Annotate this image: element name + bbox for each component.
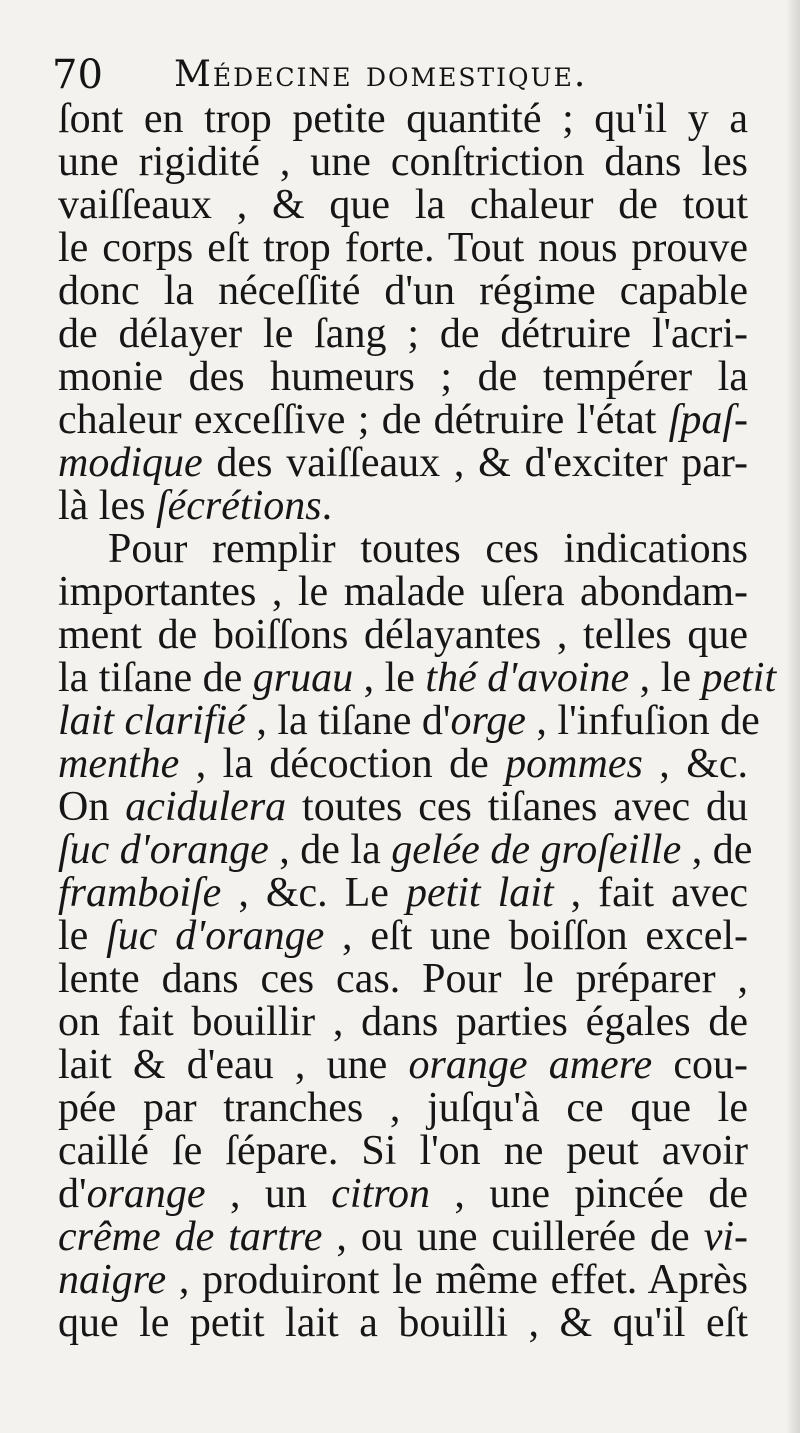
text-segment: donc la néceſſité d'un régime capable [58,268,748,314]
text-segment: , le [353,655,426,701]
text-segment: . [321,483,333,529]
text-segment: , la tiſane d' [245,698,451,744]
italic-text-segment: ſécrétions [155,483,322,529]
italic-text-segment: ſpaſ- [668,397,748,443]
text-segment: lait & d'eau , une [58,1042,409,1088]
italic-text-segment: naigre [58,1257,167,1303]
italic-text-segment: framboiſe [58,870,222,916]
italic-text-segment: thé d'avoine [425,655,630,701]
text-line [58,313,748,356]
text-segment: une rigidité , une conſtriction dans les [58,139,748,185]
text-segment: , une pincée de [430,1171,748,1217]
text-segment: là les [58,483,156,529]
text-line [58,270,748,313]
text-segment: cou- [652,1042,748,1088]
italic-text-segment: orange amere [408,1042,653,1088]
text-segment: , l'infuſion de [525,698,760,744]
text-segment: lente dans ces cas. Pour le préparer , [58,956,748,1002]
italic-text-segment: modique [58,440,203,486]
text-line [58,98,748,141]
italic-text-segment: crême de tartre [58,1214,323,1260]
page-number: 70 [52,52,103,98]
text-line [58,1087,748,1130]
text-line [58,485,748,528]
text-line [58,614,748,657]
text-segment: , fait avec [553,870,749,916]
text-segment: des vaiſſeaux , & d'exciter par- [202,440,748,486]
text-segment: le [58,913,107,959]
text-segment: pée par tranches , juſqu'à ce que le [58,1085,748,1131]
text-segment: , &c. Le [221,870,406,916]
text-line [58,1259,748,1302]
italic-text-segment: citron [331,1171,431,1217]
text-line [58,528,748,571]
text-segment: , ou une cuillerée de [322,1214,704,1260]
text-line [58,655,777,701]
italic-text-segment: gelée de groſeille [391,827,682,873]
italic-text-segment: acidulera [125,784,287,830]
text-line [58,958,748,1001]
text-segment: Pour remplir toutes ces indications [108,526,748,572]
text-line [58,1302,748,1345]
running-head: Médecine domestique. [174,54,588,95]
text-segment: caillé ſe ſépare. Si l'on ne peut avoir [58,1128,748,1174]
text-line [58,227,748,270]
text-segment: , la décoction de [179,741,506,787]
italic-text-segment: petit lait [405,870,554,916]
text-line [58,872,748,915]
italic-text-segment: orange [86,1171,206,1217]
text-segment: , de la [268,827,392,873]
text-segment: la tiſane de [58,655,253,701]
text-line [58,786,748,829]
italic-text-segment: vi- [703,1214,748,1260]
text-line [58,399,748,442]
text-segment: , le [629,655,702,701]
italic-text-segment: lait clarifié [58,698,246,744]
italic-text-segment: ſuc d'orange [106,913,325,959]
text-segment: , de [681,827,753,873]
text-segment: ſont en trop petite quantité ; qu'il y a [58,96,748,142]
text-line [58,1044,748,1087]
text-line [58,915,748,958]
text-segment: , eſt une boiſſon excel- [324,913,748,959]
text-line [58,743,748,786]
text-segment: on fait bouillir , dans parties égales de [58,999,748,1045]
text-segment: toutes ces tiſanes avec du [286,784,748,830]
text-line [58,1173,748,1216]
text-line [58,1001,748,1044]
text-segment: , &c. [642,741,749,787]
italic-text-segment: petit [701,655,777,701]
body-text [58,96,777,1346]
text-segment: , un [205,1171,332,1217]
text-line [58,698,760,744]
text-segment: , produiront le même effet. Après [166,1257,748,1303]
text-segment: d' [58,1171,87,1217]
text-line [58,571,748,614]
italic-text-segment: orge [450,698,526,744]
italic-text-segment: pommes [505,741,643,787]
italic-text-segment: gruau [252,655,354,701]
text-segment: On [58,784,126,830]
text-line [58,141,748,184]
text-line [58,827,753,873]
text-segment: ment de boiſſons délayantes , telles que [58,612,748,658]
text-line [58,184,748,227]
text-line [58,356,748,399]
text-line [58,1130,748,1173]
text-line [58,1216,748,1259]
text-segment: le corps eſt trop forte. Tout nous prouve [58,225,748,271]
text-segment: que le petit lait a bouilli , & qu'il eſt [58,1300,748,1346]
text-line [58,442,748,485]
page-header [52,50,752,100]
text-segment: vaiſſeaux , & que la chaleur de tout [58,182,748,228]
text-segment: de délayer le ſang ; de détruire l'acri- [58,311,748,357]
page-edge-shadow [786,0,800,1433]
text-segment: monie des humeurs ; de tempérer la [58,354,748,400]
text-segment: chaleur exceſſive ; de détruire l'état [58,397,669,443]
text-segment: importantes , le malade uſera abondam- [58,569,748,615]
italic-text-segment: menthe [58,741,180,787]
italic-text-segment: ſuc d'orange [58,827,269,873]
